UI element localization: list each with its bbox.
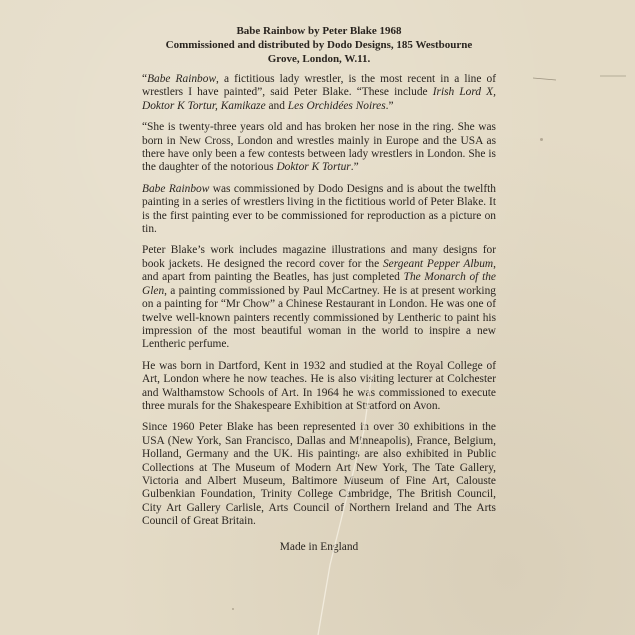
document-heading: [142, 24, 496, 66]
paragraph-work: [142, 244, 496, 351]
italic-text-run: Babe Rainbow: [142, 182, 210, 195]
paragraph-intro-quote: [142, 73, 496, 113]
text-run: .”: [350, 161, 359, 174]
paragraph-commission: [142, 183, 496, 237]
made-in-footer: Made in England: [279, 540, 359, 553]
document-text: [142, 24, 496, 553]
text-run: .”: [385, 99, 394, 112]
text-run: Peter Blake’s work includes magazine illustrations and many designs for book jackets. He designed the record cover for the: [142, 244, 496, 270]
text-run: He was born in Dartford, Kent in 1932 and studied at the Royal College of Art, London where he now teaches. He is also visiting lecturer at Colchester and Walthamstow Schools of Art. In 1964 he was commissioned to execute three murals for the Shakespeare Exhibition at Stratford on Avon.: [142, 359, 496, 412]
paper-speck: [232, 608, 234, 610]
text-run: Since 1960 Peter Blake has been represented in over 30 exhibitions in the USA (New York, San Francisco, Dallas and Minneapolis), France, Belgium, Holland, Germany and the UK. His paintings are also exhibited in Public Collections at The Museum of Modern Art New York, The Tate Gallery, Victoria and Albert Museum, Baltimore Museum of Fine Art, Calouste Gulbenkian Foundation, Trinity College Cambridge, The British Council, City Art Gallery Carlisle, Arts Council of Northern Ireland and The Arts Council of Great Britain.: [142, 421, 496, 528]
heading-title: Babe Rainbow by Peter Blake 1968: [236, 25, 402, 37]
text-run: “She is twenty-three years old and has broken her nose in the ring. She was born in New Cross, London and wrestles mainly in Europe and the USA as there have only been a few contests between lady wrestlers in London. She is the daughter of the notorious: [142, 121, 496, 174]
text-run: was commissioned by Dodo Designs and is about the twelfth painting in a series of wrestlers living in the fictitious world of Peter Blake. It is the first painting ever to be commissioned for reproduction as a picture on tin.: [142, 182, 496, 236]
paragraph-exhibitions: [142, 421, 496, 528]
italic-text-run: The Monarch of the Glen: [142, 271, 496, 297]
paragraph-wrestler-bio: [142, 121, 496, 175]
heading-commission-line: Commissioned and distributed by Dodo Designs, 185 Westbourne: [165, 39, 473, 51]
text-run: “: [142, 73, 148, 85]
paragraph-education: [142, 360, 496, 414]
italic-text-run: Les Orchidées Noires: [287, 99, 386, 112]
italic-text-run: Babe Rainbow: [147, 73, 217, 85]
heading-address-line: Grove, London, W.11.: [267, 53, 371, 65]
text-run: , a painting commissioned by Paul McCartney. He is at present working on a painting for “Mr Chow” a Chinese Restaurant in London. He was one of twelve well-known painters recently commissioned by Lentheric to paint his impression of the most beautiful woman in the world to inspire a new Lentheric perfume.: [142, 284, 496, 351]
text-run: , a fictitious lady wrestler, is the most recent in a line of wrestlers I have painted”, said Peter Blake. “These include: [142, 73, 496, 99]
italic-text-run: Irish Lord X, Doktor K Tortur, Kamikaze: [142, 86, 496, 112]
paper-speck: [540, 138, 543, 141]
text-run: and: [265, 99, 288, 112]
text-run: , and apart from painting the Beatles, has just completed: [142, 257, 496, 284]
italic-text-run: Doktor K Tortur: [276, 161, 351, 174]
italic-text-run: Sergeant Pepper Album: [382, 257, 494, 270]
